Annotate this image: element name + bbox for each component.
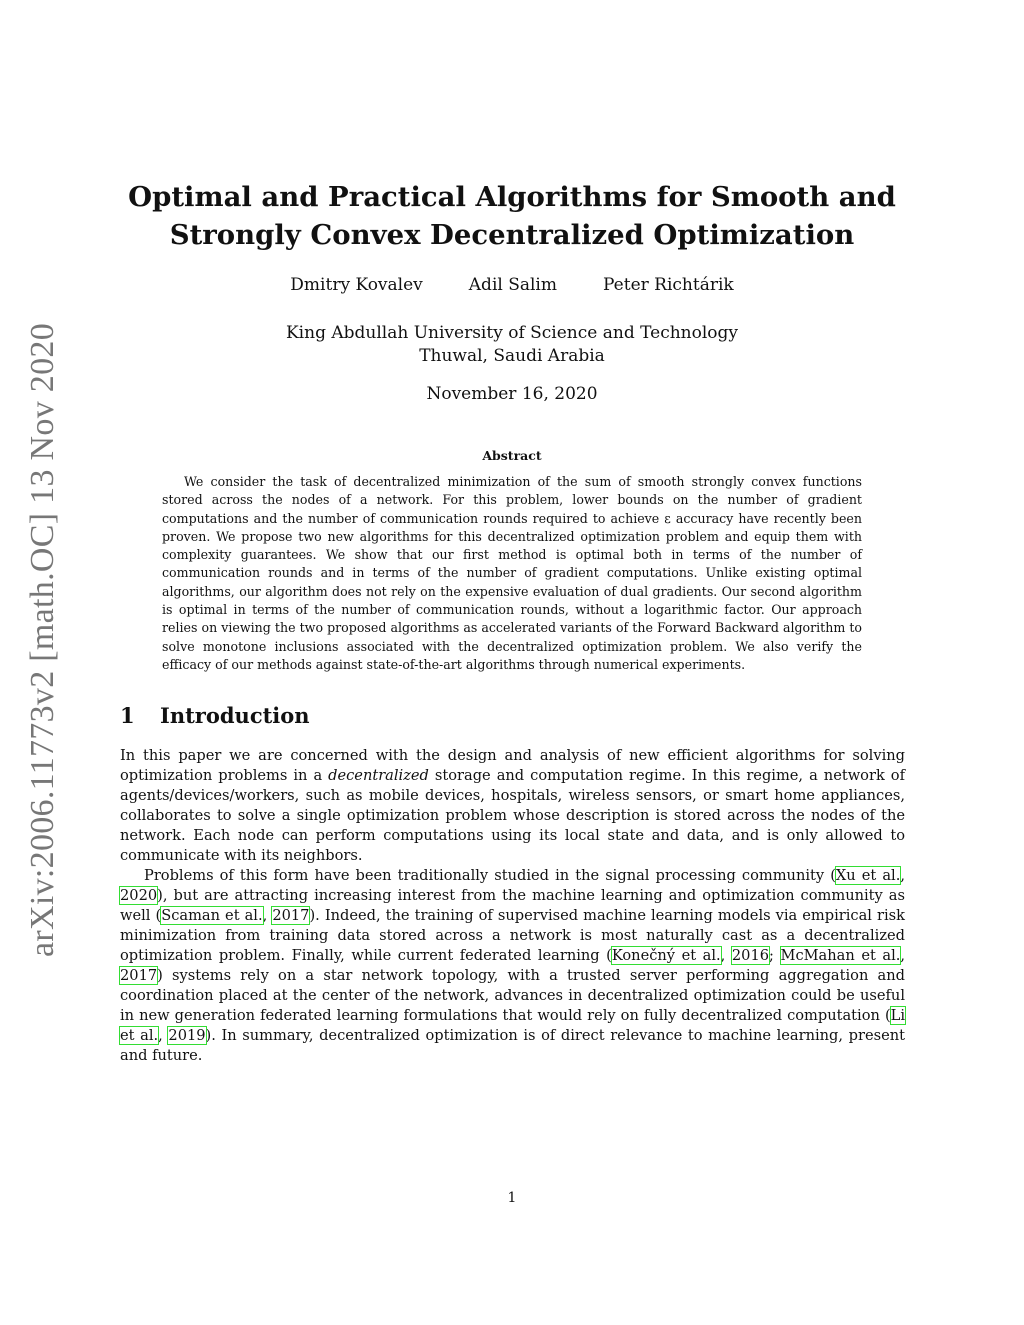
arxiv-stamp <box>12 320 74 960</box>
text-run: ) systems rely on a star network topology, with a trusted server performing aggregation and coordination placed at the center of the network, advances in decentralized optimization could be useful in new generation federated learning formulations that would rely on fully decentralized computation ( <box>120 967 905 1024</box>
section-title: Introduction <box>160 703 310 728</box>
text-run: Problems of this form have been traditionally studied in the signal processing community ( <box>144 867 836 884</box>
citation-year-link[interactable]: 2019 <box>168 1027 206 1044</box>
text-run: storage and computation regime. In this regime, a network of agents/devices/workers, such as mobile devices, hospitals, wireless sensors, or smart home appliances, collaborates to solve a single optimization problem whose description is stored across the nodes of the network. Each node can perform computations using its local state and data, and is only allowed to communicate with its neighbors. <box>120 767 905 864</box>
affiliation <box>100 322 924 368</box>
text-run: In this paper we are concerned with the design and analysis of new efficient algorithms for solving optimization problems in a <box>120 747 905 784</box>
paper-date: November 16, 2020 <box>426 384 598 404</box>
paragraph <box>120 746 905 866</box>
introduction-body <box>120 746 905 1066</box>
citation-link[interactable]: Konečný et al. <box>611 947 721 964</box>
author: Peter Richtárik <box>603 275 734 295</box>
arxiv-stamp-text: arXiv:2006.11773v2 [math.OC] 13 Nov 2020 <box>24 322 62 958</box>
text-run: , <box>900 867 905 884</box>
text-run: ). In summary, decentralized optimization is of direct relevance to machine learning, present and future. <box>120 1027 905 1064</box>
section-heading <box>120 703 310 728</box>
citation-year-link[interactable]: 2017 <box>272 907 310 924</box>
affiliation-line: King Abdullah University of Science and Technology <box>285 323 739 343</box>
citation-link[interactable]: Xu et al. <box>835 867 901 884</box>
paragraph <box>120 866 905 1066</box>
text-run: ; <box>769 947 781 964</box>
affiliation-line: Thuwal, Saudi Arabia <box>419 346 605 366</box>
author: Adil Salim <box>468 275 557 295</box>
text-run: ). Indeed, the training of supervised machine learning models via empirical risk minimization from training data stored across a network is most naturally cast as a decentralized optimization problem. Finally, while current federated learning ( <box>120 907 905 964</box>
citation-link[interactable]: Li et al. <box>120 1007 905 1044</box>
emphasis: decentralized <box>328 767 429 784</box>
citation-link[interactable]: Scaman et al. <box>161 907 263 924</box>
paper-title: Optimal and Practical Algorithms for Smooth and Strongly Convex Decentralized Optimization <box>128 181 896 251</box>
author: Dmitry Kovalev <box>290 275 423 295</box>
citation-year-link[interactable]: 2017 <box>120 967 158 984</box>
citation-link[interactable]: McMahan et al. <box>780 947 901 964</box>
text-run: , <box>900 947 906 964</box>
text-run: ), but are attracting increasing interest from the machine learning and optimization community as well ( <box>120 887 905 924</box>
page-number: 1 <box>507 1190 517 1206</box>
author-list <box>100 275 924 295</box>
text-run: , <box>158 1027 169 1044</box>
text-run: , <box>262 907 273 924</box>
section-number: 1 <box>120 703 135 728</box>
citation-year-link[interactable]: 2020 <box>120 887 158 904</box>
text-run: , <box>720 947 732 964</box>
abstract-heading: Abstract <box>482 448 542 463</box>
citation-year-link[interactable]: 2016 <box>731 947 770 964</box>
abstract-text: We consider the task of decentralized minimization of the sum of smooth strongly convex functions stored across the nodes of a network. For this problem, lower bounds on the number of gradient computations and the number of communication rounds required to achieve ε accuracy have recently been proven. We propose two new algorithms for this decentralized optimization problem and equip them with complexity guarantees. We show that our first method is optimal both in terms of the number of communication rounds and in terms of the number of gradient computations. Unlike existing optimal algorithms, our algorithm does not rely on the expensive evaluation of dual gradients. Our second algorithm is optimal in terms of the number of communication rounds, without a logarithmic factor. Our approach relies on viewing the two proposed algorithms as accelerated variants of the Forward Backward algorithm to solve monotone inclusions associated with the decentralized optimization problem. We also verify the efficacy of our methods against state-of-the-art algorithms through numerical experiments. <box>162 474 862 672</box>
